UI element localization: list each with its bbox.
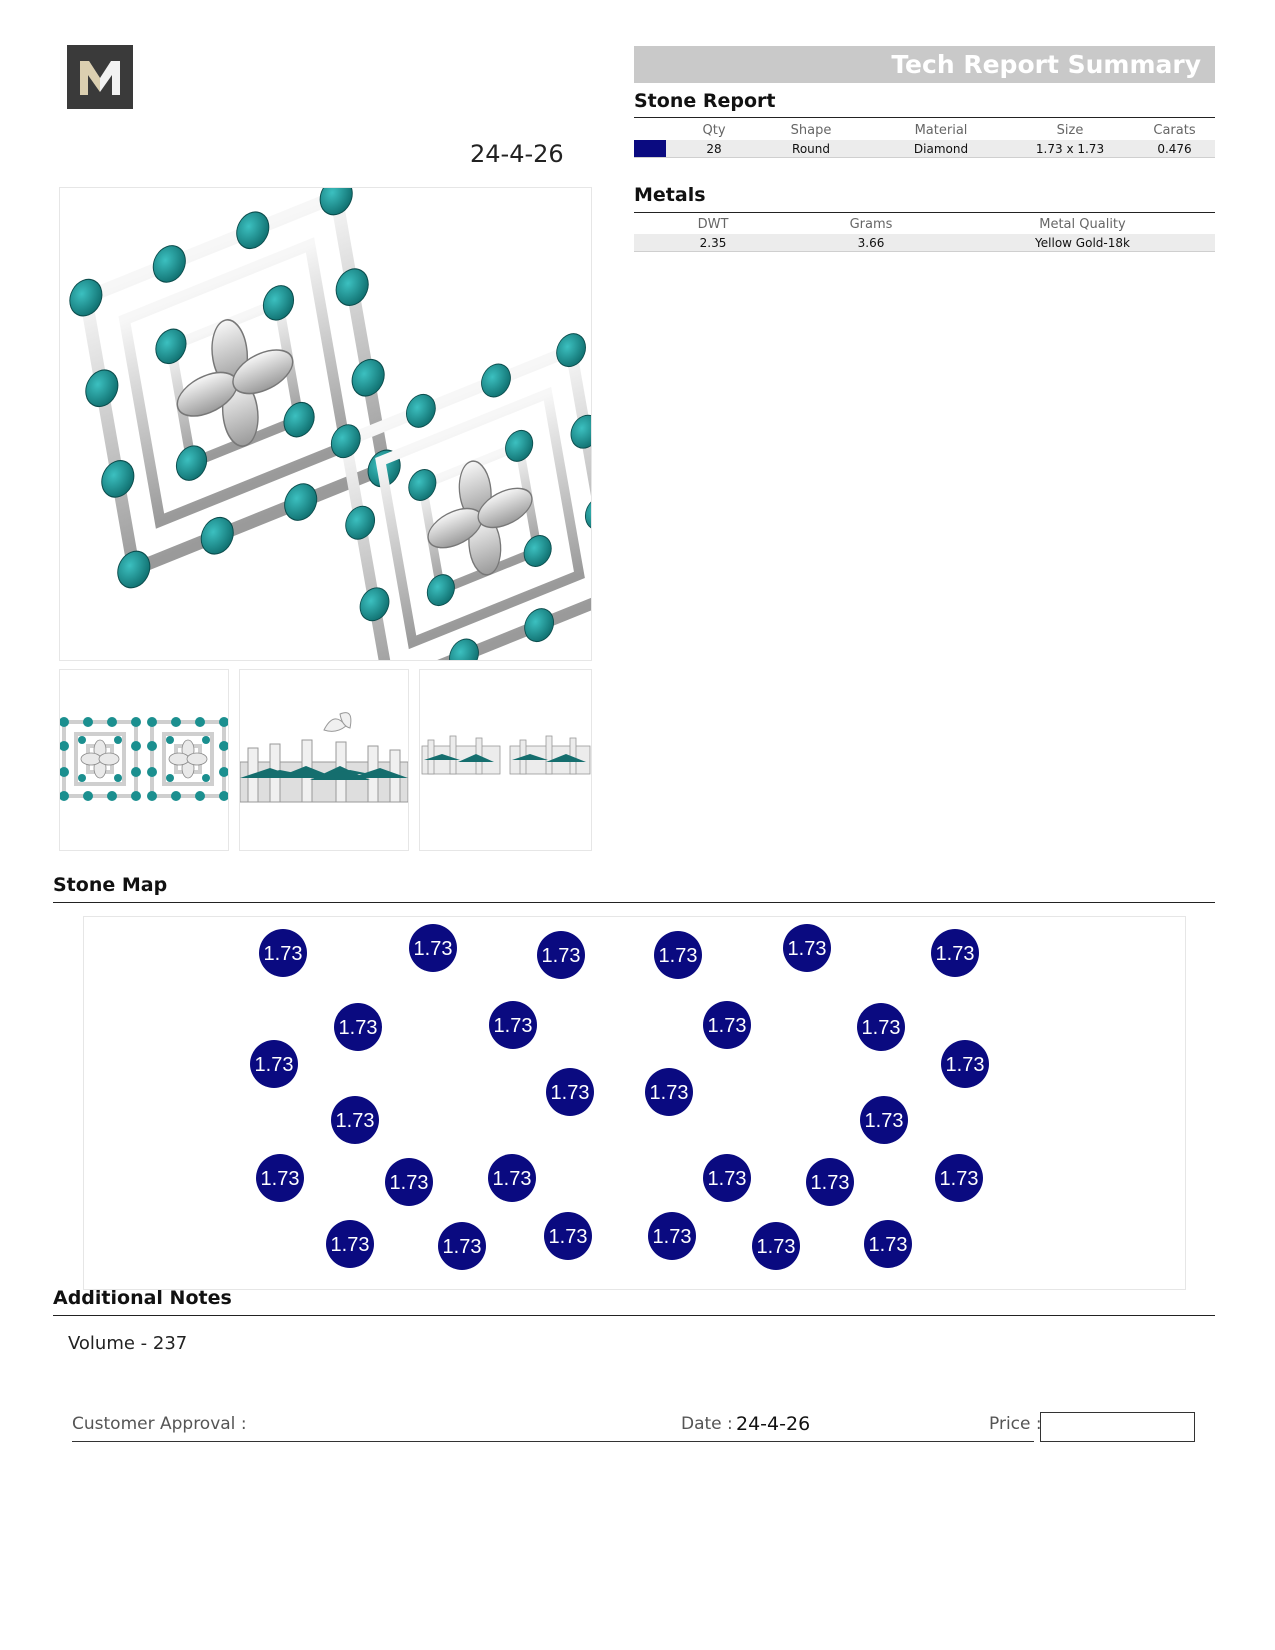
stone-size-label: 1.73 xyxy=(413,938,453,960)
stone-marker xyxy=(488,1154,536,1202)
metals-header xyxy=(634,214,1215,234)
stone-marker xyxy=(326,1220,374,1268)
stone-map-rule xyxy=(53,902,1215,903)
stone-marker xyxy=(931,929,979,977)
stone-marker xyxy=(256,1154,304,1202)
report-banner xyxy=(634,46,1215,83)
stone-marker xyxy=(489,1001,537,1049)
stone-report-header xyxy=(634,120,1215,140)
stone-size-label: 1.73 xyxy=(550,1082,590,1104)
notes-text: Volume - 237 xyxy=(68,1333,188,1354)
stone-marker xyxy=(648,1212,696,1260)
stone-marker xyxy=(250,1040,298,1088)
stone-size-label: 1.73 xyxy=(493,1015,533,1037)
qty-cell: 28 xyxy=(682,140,746,158)
metals-rule xyxy=(634,212,1215,213)
stone-size-label: 1.73 xyxy=(707,1015,747,1037)
stone-size-label: 1.73 xyxy=(335,1110,375,1132)
stone-marker xyxy=(654,931,702,979)
stone-marker xyxy=(645,1068,693,1116)
stone-marker xyxy=(806,1158,854,1206)
customer-approval-label: Customer Approval : xyxy=(72,1414,247,1434)
material-cell: Diamond xyxy=(876,140,1006,158)
stone-marker xyxy=(409,924,457,972)
thumb-side-view xyxy=(239,669,409,851)
stone-map-canvas xyxy=(84,917,1185,1289)
top-view-render-icon xyxy=(60,670,228,850)
side-view-render-icon xyxy=(240,670,408,850)
stone-map xyxy=(83,916,1186,1290)
stone-size-label: 1.73 xyxy=(935,943,975,965)
col-carats: Carats xyxy=(1153,122,1196,138)
stone-marker xyxy=(703,1154,751,1202)
stone-size-label: 1.73 xyxy=(756,1236,796,1258)
stone-map-title: Stone Map xyxy=(53,874,168,896)
thumb-front-view xyxy=(419,669,592,851)
stone-size-label: 1.73 xyxy=(868,1234,908,1256)
stone-size-label: 1.73 xyxy=(541,945,581,967)
stone-report-title: Stone Report xyxy=(634,90,776,112)
stone-color-swatch xyxy=(634,140,666,157)
stone-size-label: 1.73 xyxy=(810,1172,850,1194)
col-metal-quality: Metal Quality xyxy=(1039,216,1126,232)
col-size: Size xyxy=(1056,122,1084,138)
col-qty: Qty xyxy=(702,122,726,138)
metal-quality-cell: Yellow Gold-18k xyxy=(950,234,1215,252)
stone-size-label: 1.73 xyxy=(492,1168,532,1190)
stone-marker xyxy=(385,1158,433,1206)
col-dwt: DWT xyxy=(697,216,729,232)
shape-cell: Round xyxy=(746,140,876,158)
stone-size-label: 1.73 xyxy=(864,1110,904,1132)
stone-size-label: 1.73 xyxy=(263,943,303,965)
carats-cell: 0.476 xyxy=(1134,140,1215,158)
signature-line[interactable] xyxy=(72,1441,1034,1442)
stone-marker xyxy=(857,1003,905,1051)
price-label: Price : xyxy=(989,1414,1042,1434)
logo-m-icon xyxy=(67,45,133,109)
notes-title: Additional Notes xyxy=(53,1287,232,1309)
notes-rule xyxy=(53,1315,1215,1316)
dwt-cell: 2.35 xyxy=(634,234,792,252)
stone-size-label: 1.73 xyxy=(787,938,827,960)
stone-marker xyxy=(331,1096,379,1144)
front-view-render-icon xyxy=(420,670,591,850)
earring-render-icon xyxy=(60,188,591,660)
size-cell: 1.73 x 1.73 xyxy=(1006,140,1134,158)
stone-size-label: 1.73 xyxy=(939,1168,979,1190)
stone-marker xyxy=(438,1222,486,1270)
stone-marker xyxy=(537,931,585,979)
stone-size-label: 1.73 xyxy=(254,1054,294,1076)
table-row xyxy=(634,140,1215,158)
stone-size-label: 1.73 xyxy=(707,1168,747,1190)
stone-size-label: 1.73 xyxy=(548,1226,588,1248)
stone-marker xyxy=(941,1040,989,1088)
grams-cell: 3.66 xyxy=(792,234,950,252)
stone-marker xyxy=(752,1222,800,1270)
approval-date-value: 24-4-26 xyxy=(736,1413,811,1435)
price-field[interactable] xyxy=(1040,1412,1195,1442)
stone-size-label: 1.73 xyxy=(861,1017,901,1039)
stone-size-label: 1.73 xyxy=(649,1082,689,1104)
metals-table xyxy=(634,214,1215,252)
col-grams: Grams xyxy=(849,216,893,232)
stone-marker xyxy=(334,1003,382,1051)
stone-size-label: 1.73 xyxy=(945,1054,985,1076)
stone-marker xyxy=(935,1154,983,1202)
header-date: 24-4-26 xyxy=(470,140,564,168)
stone-report-rule xyxy=(634,117,1215,118)
col-material: Material xyxy=(914,122,968,138)
table-row xyxy=(634,234,1215,252)
stone-size-label: 1.73 xyxy=(260,1168,300,1190)
stone-size-label: 1.73 xyxy=(442,1236,482,1258)
stone-marker xyxy=(703,1001,751,1049)
stone-size-label: 1.73 xyxy=(389,1172,429,1194)
stone-size-label: 1.73 xyxy=(658,945,698,967)
stone-size-label: 1.73 xyxy=(652,1226,692,1248)
main-render-image xyxy=(59,187,592,661)
stone-marker xyxy=(783,924,831,972)
col-shape: Shape xyxy=(790,122,832,138)
metals-title: Metals xyxy=(634,184,706,206)
stone-marker xyxy=(544,1212,592,1260)
stone-marker xyxy=(259,929,307,977)
date-label: Date : xyxy=(681,1414,733,1434)
stone-marker xyxy=(546,1068,594,1116)
company-logo xyxy=(67,45,133,109)
stone-marker xyxy=(864,1220,912,1268)
stone-marker xyxy=(860,1096,908,1144)
stone-size-label: 1.73 xyxy=(338,1017,378,1039)
report-title: Tech Report Summary xyxy=(891,50,1201,79)
stone-size-label: 1.73 xyxy=(330,1234,370,1256)
thumb-top-view xyxy=(59,669,229,851)
stone-report-table xyxy=(634,120,1215,158)
